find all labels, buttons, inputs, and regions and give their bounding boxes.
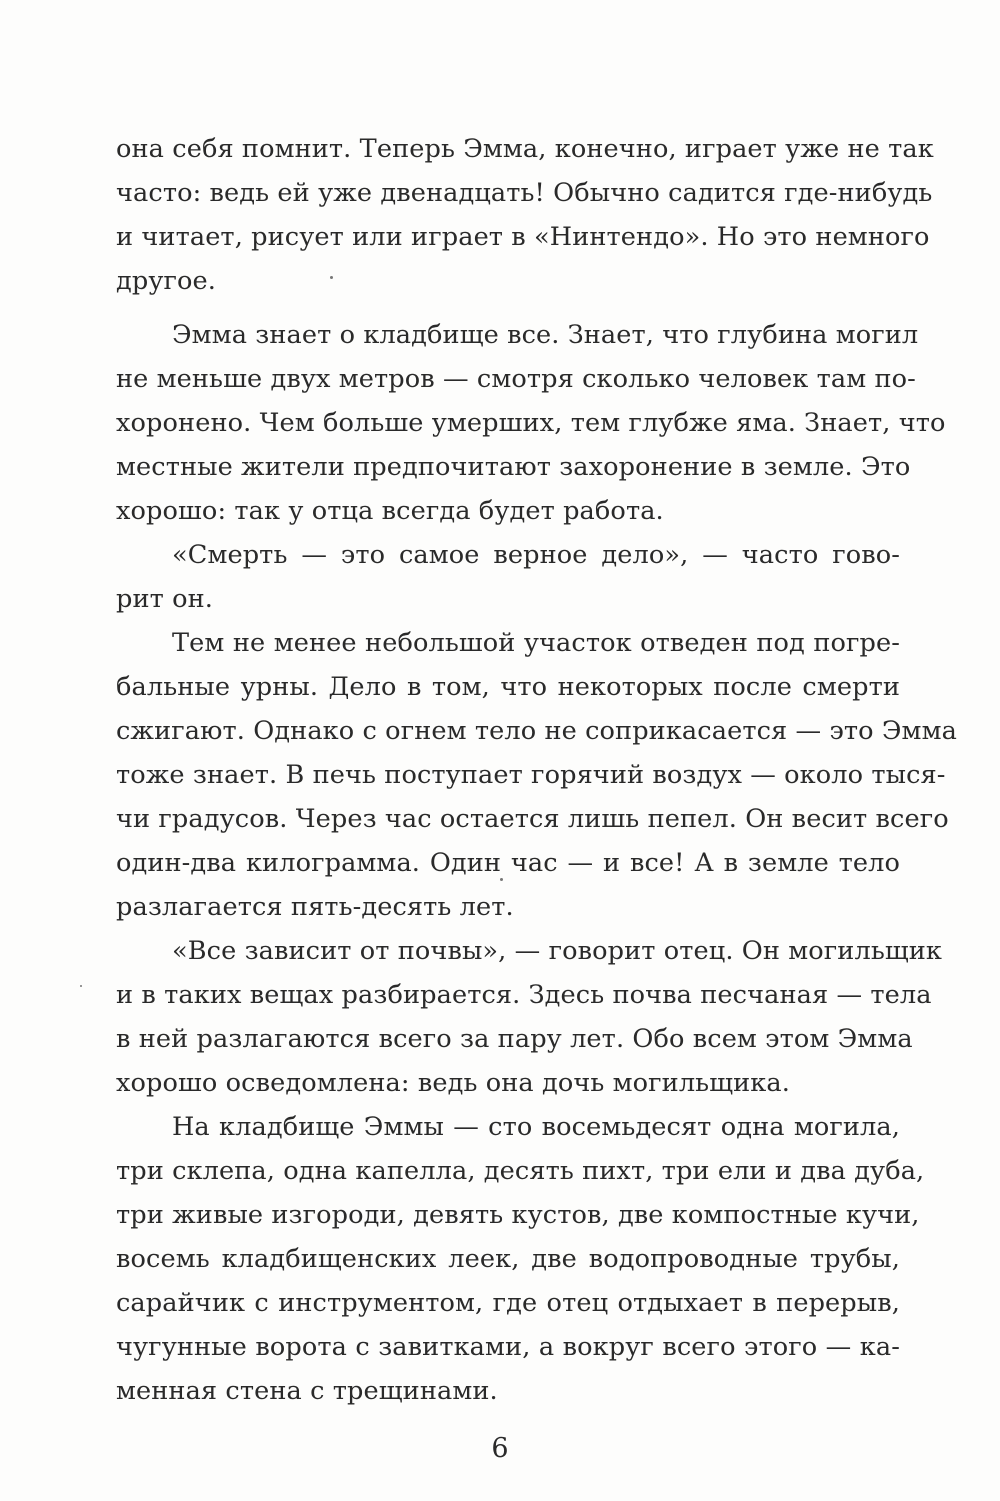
text-line: рит он. <box>116 584 214 614</box>
text-line: и в таких вещах разбирается. Здесь почва песчаная — тела <box>116 980 932 1010</box>
text-line: она себя помнит. Теперь Эмма, конечно, играет уже не так <box>116 134 934 164</box>
text-line: сжигают. Однако с огнем тело не соприкасается — это Эмма <box>116 716 957 746</box>
text-line: один-два килограмма. Один час — и все! А в земле тело <box>116 848 900 878</box>
text-line: тоже знает. В печь поступает горячий воздух — около тыся- <box>116 760 946 790</box>
text-line: чугунные ворота с завитками, а вокруг всего этого — ка- <box>116 1332 900 1362</box>
print-speck <box>500 878 503 881</box>
text-line: восемь кладбищенских леек, две водопроводные трубы, <box>116 1244 900 1274</box>
text-line: часто: ведь ей уже двенадцать! Обычно садится где-нибудь <box>116 178 933 208</box>
text-line: хорошо: так у отца всегда будет работа. <box>116 496 664 526</box>
text-line: «Смерть — это самое верное дело», — часто гово- <box>172 540 900 570</box>
text-line: и читает, рисует или играет в «Нинтендо». Но это немного <box>116 222 930 252</box>
text-line: хоронено. Чем больше умерших, тем глубже яма. Знает, что <box>116 408 946 438</box>
page-number: 6 <box>491 1433 509 1464</box>
text-line: три склепа, одна капелла, десять пихт, три ели и два дуба, <box>116 1156 925 1186</box>
text-line: разлагается пять-десять лет. <box>116 892 514 922</box>
text-line: не меньше двух метров — смотря сколько человек там по- <box>116 364 916 394</box>
text-line: хорошо осведомлена: ведь она дочь могильщика. <box>116 1068 790 1098</box>
text-line: три живые изгороди, девять кустов, две компостные кучи, <box>116 1200 920 1230</box>
text-line: сарайчик с инструментом, где отец отдыхает в перерыв, <box>116 1288 900 1318</box>
text-line: в ней разлагаются всего за пару лет. Обо всем этом Эмма <box>116 1024 913 1054</box>
text-line: другое. <box>116 266 217 296</box>
text-line: менная стена с трещинами. <box>116 1376 498 1406</box>
text-line: чи градусов. Через час остается лишь пепел. Он весит всего <box>116 804 949 834</box>
print-speck <box>80 985 82 987</box>
text-line: бальные урны. Дело в том, что некоторых после смерти <box>116 672 900 702</box>
text-line: На кладбище Эммы — сто восемьдесят одна могила, <box>172 1112 900 1142</box>
text-line: местные жители предпочитают захоронение в земле. Это <box>116 452 911 482</box>
text-line: «Все зависит от почвы», — говорит отец. Он могильщик <box>172 936 943 966</box>
print-speck <box>330 276 333 279</box>
text-line: Тем не менее небольшой участок отведен под погре- <box>172 628 900 658</box>
text-line: Эмма знает о кладбище все. Знает, что глубина могил <box>172 320 919 350</box>
